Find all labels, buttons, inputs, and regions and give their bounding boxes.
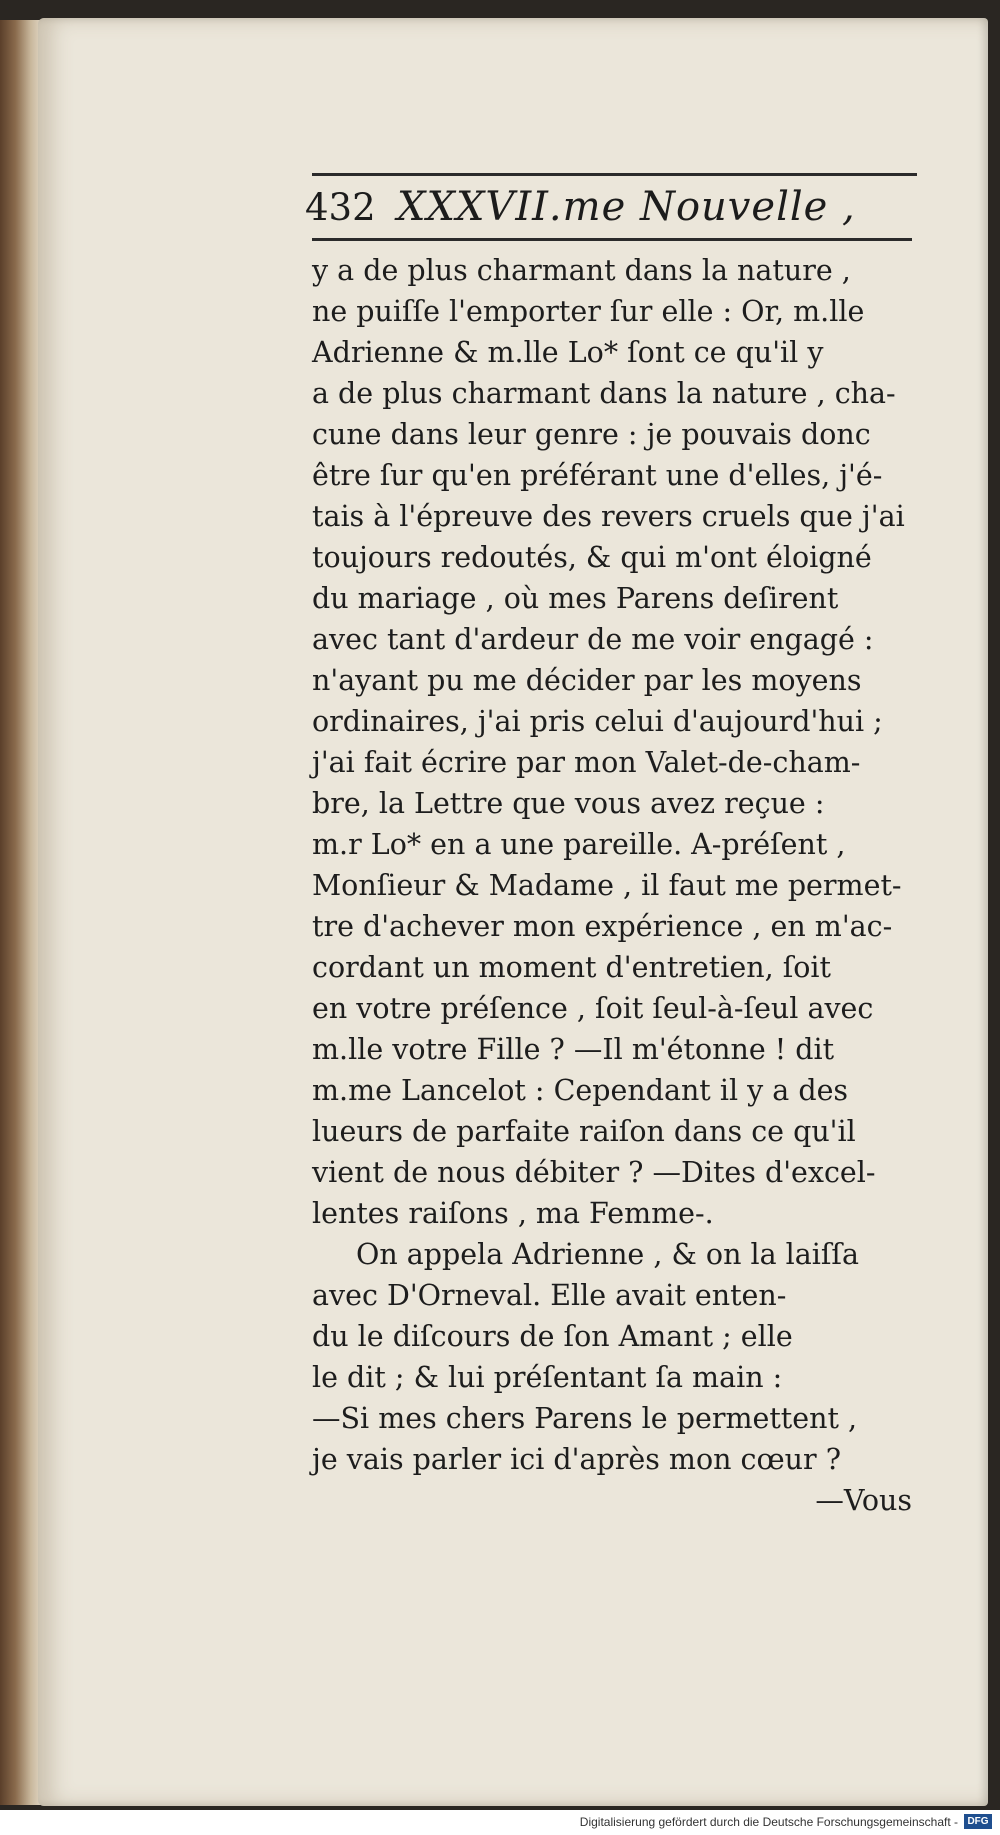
text-line: —Si mes chers Parens le permettent , [312,1402,858,1435]
text-line: vient de nous débiter ? —Dites d'excel- [312,1156,876,1189]
text-line: m.r Lo* en a une pareille. A-préſent , [312,828,846,861]
text-line: être ſur qu'en préférant une d'elles, j'é- [312,459,883,492]
text-line: tais à l'épreuve des revers cruels que j'ai [312,500,905,533]
text-line: m.me Lancelot : Cependant il y a des [312,1074,849,1107]
running-head [305,182,925,238]
text-line: Monſieur & Madame , il faut me permet- [312,869,902,902]
text-line: avec D'Orneval. Elle avait enten- [312,1279,787,1312]
text-line: bre, la Lettre que vous avez reçue : [312,787,825,820]
text-line: m.lle votre Fille ? —Il m'étonne ! dit [312,1033,835,1066]
text-line: tre d'achever mon expérience , en m'ac- [312,910,893,943]
text-line: cune dans leur genre : je pouvais donc [312,418,871,451]
dfg-logo: DFG [964,1814,992,1829]
text-line: toujours redoutés, & qui m'ont éloigné [312,541,872,574]
text-line: j'ai fait écrire par mon Valet-de-cham- [312,746,861,779]
text-line: a de plus charmant dans la nature , cha- [312,377,896,410]
funding-credit: Digitalisierung gefördert durch die Deutsche Forschungsgemeinschaft - [579,1815,958,1829]
header-rule-bottom [312,238,912,241]
text-line: n'ayant pu me décider par les moyens [312,664,862,697]
running-title: XXXVII.me Nouvelle , [397,184,856,230]
text-line: du le diſcours de ſon Amant ; elle [312,1320,793,1353]
text-line: en votre préſence , ſoit ſeul-à-ſeul avec [312,992,874,1025]
text-line: lueurs de parfaite raiſon dans ce qu'il [312,1115,856,1148]
text-line: On appela Adrienne , & on la laiſſa [356,1238,859,1271]
text-line: le dit ; & lui préſentant ſa main : [312,1361,783,1394]
text-line: Adrienne & m.lle Lo* ſont ce qu'il y [312,336,824,369]
text-line: je vais parler ici d'après mon cœur ? [312,1443,841,1476]
page-number: 432 [305,186,376,229]
page-body [312,250,922,1521]
text-line: y a de plus charmant dans la nature , [312,254,851,287]
text-line: lentes raiſons , ma Femme-. [312,1197,714,1230]
text-line: avec tant d'ardeur de me voir engagé : [312,623,874,656]
header-rule-top [312,173,917,176]
text-line: cordant un moment d'entretien, ſoit [312,951,831,984]
text-line: ordinaires, j'ai pris celui d'aujourd'hui ; [312,705,883,738]
text-line: ne puiſſe l'emporter ſur elle : Or, m.lle [312,295,865,328]
text-line: du mariage , où mes Parens deſirent [312,582,839,615]
catchword: —Vous [815,1484,912,1517]
